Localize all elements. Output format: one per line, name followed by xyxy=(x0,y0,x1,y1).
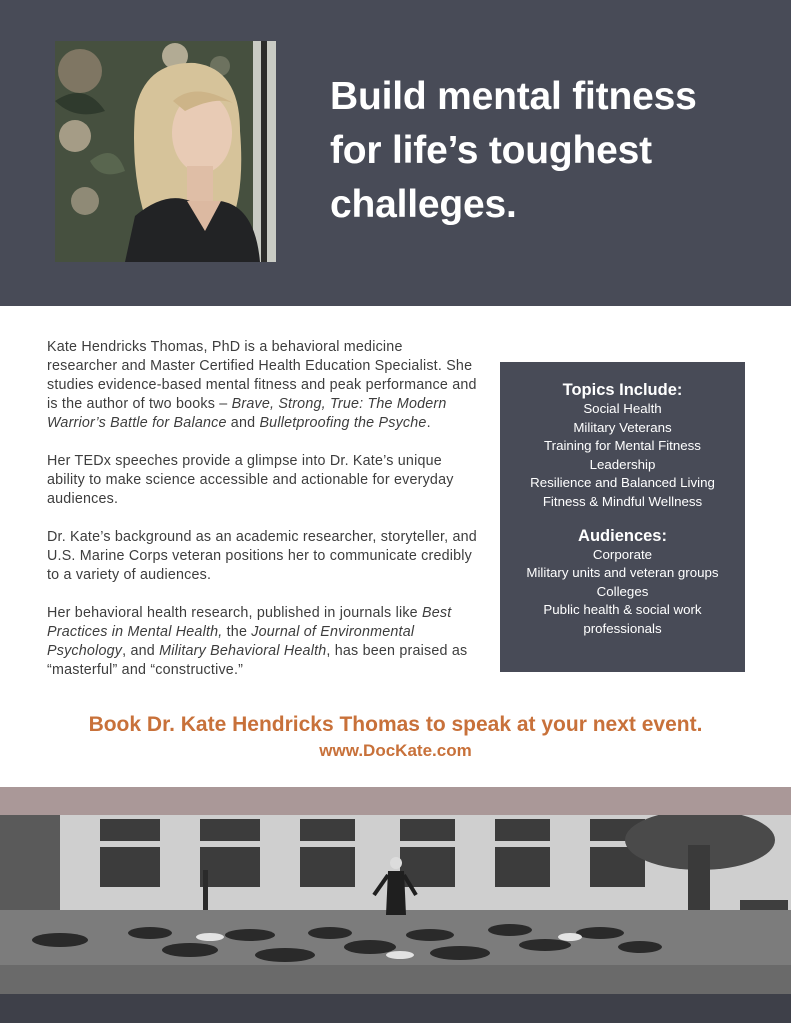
biography xyxy=(47,338,477,680)
audience-item: Corporate xyxy=(592,546,653,562)
speaker-portrait xyxy=(55,41,276,262)
audiences-heading: Audiences: xyxy=(578,526,667,545)
audience-item: Colleges xyxy=(596,583,649,599)
bio-paragraph-2: Her TEDx speeches provide a glimpse into Dr. Kate’s unique ability to make science accessible and actionable for everyday audiences. xyxy=(47,453,454,507)
audience-item: Military units and veteran groups xyxy=(526,565,719,581)
footer-bar xyxy=(0,994,791,1023)
mauve-divider xyxy=(0,787,791,815)
headline-line-2: for life’s toughest xyxy=(330,129,652,172)
topic-item: Training for Mental Fitness xyxy=(544,438,701,454)
topics-box xyxy=(500,362,745,672)
topics-list xyxy=(500,400,745,512)
audience-item: professionals xyxy=(583,620,662,636)
topic-item: Leadership xyxy=(589,456,656,472)
bio-paragraph-1: Kate Hendricks Thomas, PhD is a behavioral medicine researcher and Master Certified Health Education Specialist. She studies evidence-based mental fitness and peak performance and is the author of two books – Brave, Strong, True: The Modern Warrior’s Battle for Balance and Bulletproofing the Psyche. xyxy=(47,339,477,431)
topic-item: Military Veterans xyxy=(573,419,672,435)
topic-item: Fitness & Mindful Wellness xyxy=(542,493,703,509)
bio-paragraph-3: Dr. Kate’s background as an academic researcher, storyteller, and U.S. Marine Corps veteran positions her to communicate credibly to a variety of audiences. xyxy=(47,529,477,583)
audience-item: Public health & social work xyxy=(543,602,702,618)
headline-line-1: Build mental fitness xyxy=(330,75,697,118)
website-link[interactable]: www.DocKate.com xyxy=(319,741,472,760)
booking-text: Book Dr. Kate Hendricks Thomas to speak at your next event. xyxy=(88,713,703,736)
headline-line-3: challeges. xyxy=(330,183,517,226)
bio-paragraph-4: Her behavioral health research, published in journals like Best Practices in Mental Health, the Journal of Environmental Psychology, and Military Behavioral Health, has been praised as “masterful” and “constructive.” xyxy=(47,605,468,678)
topic-item: Social Health xyxy=(583,401,662,416)
topics-heading: Topics Include: xyxy=(562,381,683,399)
headline xyxy=(330,70,770,232)
topic-item: Resilience and Balanced Living xyxy=(530,475,715,491)
call-to-action xyxy=(0,711,791,763)
audiences-list xyxy=(500,546,745,639)
event-photo xyxy=(0,815,791,994)
hero-banner xyxy=(0,0,791,306)
